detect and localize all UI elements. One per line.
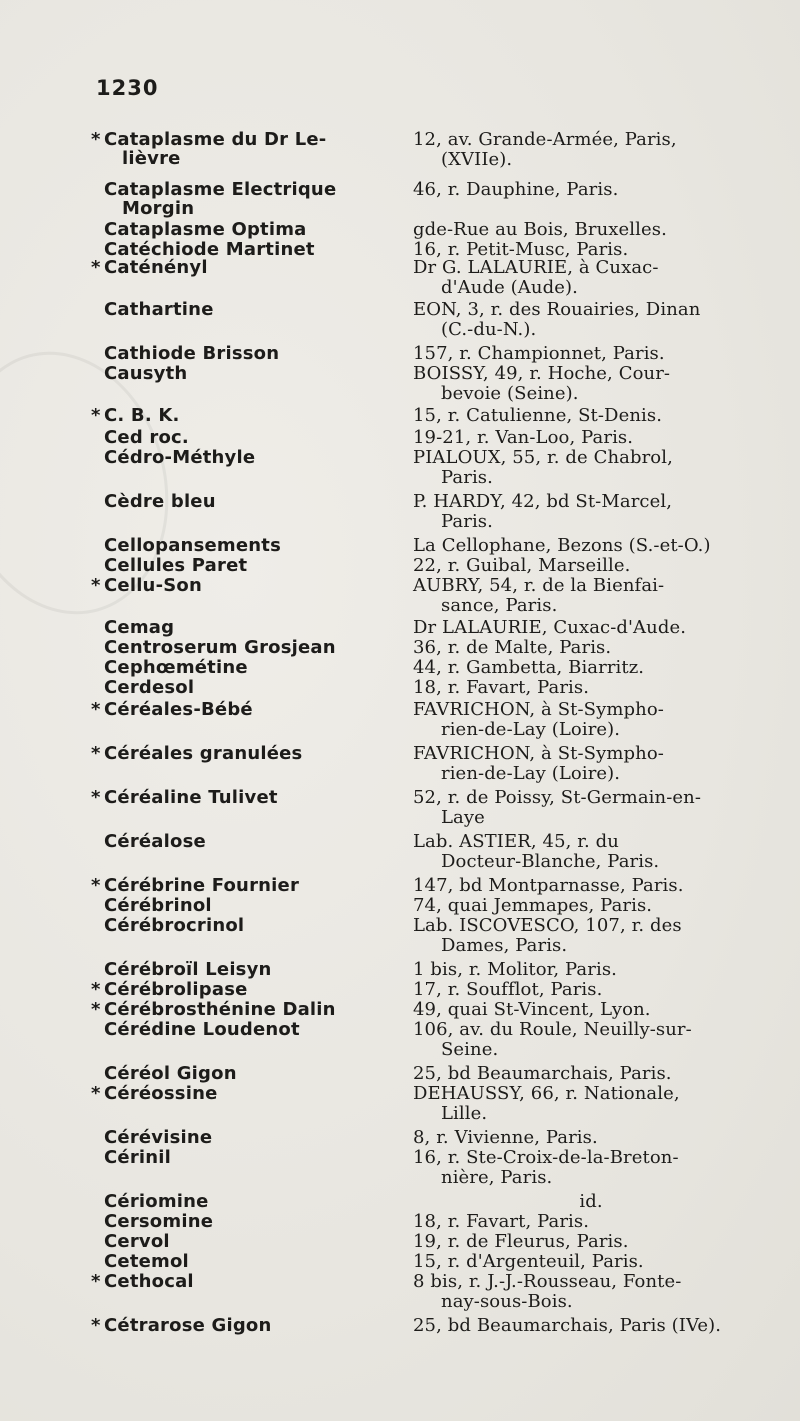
address xyxy=(413,536,769,556)
address xyxy=(413,960,769,980)
address xyxy=(413,1316,769,1336)
product-name-text: Cataplasme du Dr Le- xyxy=(104,129,327,150)
address-line-continuation: nay-sous-Bois. xyxy=(441,1290,573,1312)
product-name xyxy=(104,1192,409,1211)
product-name xyxy=(91,575,409,596)
address xyxy=(413,1192,769,1212)
address xyxy=(413,556,769,576)
address xyxy=(413,678,769,698)
address xyxy=(413,300,769,339)
product-name-text: Cérébrocrinol xyxy=(104,915,245,936)
product-name xyxy=(104,300,409,319)
product-name-text: Ced roc. xyxy=(104,427,189,448)
address-line: 19-21, r. Van-Loo, Paris. xyxy=(413,427,634,448)
product-name-text: Cériomine xyxy=(104,1191,209,1212)
page-number: 1230 xyxy=(96,76,159,100)
product-name-text: Cérinil xyxy=(104,1147,172,1168)
asterisk-mark: * xyxy=(91,979,101,1000)
address xyxy=(413,576,769,615)
asterisk-mark: * xyxy=(91,129,101,150)
address xyxy=(413,406,769,426)
product-name xyxy=(91,1083,409,1104)
product-name-text: Céréaline Tulivet xyxy=(104,787,278,808)
address-line-continuation: Seine. xyxy=(441,1038,499,1060)
product-name-text: Cathiode Brisson xyxy=(104,343,280,364)
product-name xyxy=(104,1128,409,1147)
address-line: Dr G. LALAURIE, à Cuxac- xyxy=(413,257,659,278)
product-name-text: Céréales granulées xyxy=(104,743,303,764)
address-line-continuation: Paris. xyxy=(441,510,493,532)
address-line: P. HARDY, 42, bd St-Marcel, xyxy=(413,491,673,512)
address xyxy=(413,1272,769,1311)
address-line: BOISSY, 49, r. Hoche, Cour- xyxy=(413,363,671,384)
address-line: 22, r. Guibal, Marseille. xyxy=(413,555,631,576)
address-line: DEHAUSSY, 66, r. Nationale, xyxy=(413,1083,680,1104)
product-name-text: Cérébroïl Leisyn xyxy=(104,959,272,980)
address-line-continuation: d'Aude (Aude). xyxy=(441,276,578,298)
product-name-text: Cèdre bleu xyxy=(104,491,216,512)
product-name xyxy=(91,743,409,764)
product-name-text: Caténényl xyxy=(104,257,208,278)
product-name xyxy=(104,428,409,447)
address-line-continuation: Laye xyxy=(441,806,485,828)
address-line: 74, quai Jemmapes, Paris. xyxy=(413,895,653,916)
address-line-continuation: (XVIIe). xyxy=(441,148,513,170)
product-name-text: Céréalose xyxy=(104,831,206,852)
product-name-text: Cephœmétine xyxy=(104,657,248,678)
address-line: 49, quai St-Vincent, Lyon. xyxy=(413,999,651,1020)
address-line: 16, r. Ste-Croix-de-la-Breton- xyxy=(413,1147,679,1168)
product-name-text: Cersomine xyxy=(104,1211,214,1232)
address-line: AUBRY, 54, r. de la Bienfai- xyxy=(413,575,665,596)
address xyxy=(413,896,769,916)
address-line-continuation: Dames, Paris. xyxy=(441,934,568,956)
asterisk-mark: * xyxy=(91,787,101,808)
product-name-text: Cathartine xyxy=(104,299,214,320)
product-name-continuation: Morgin xyxy=(122,198,195,219)
address-line: FAVRICHON, à St-Sympho- xyxy=(413,743,664,764)
address xyxy=(413,916,769,955)
address xyxy=(413,130,769,169)
product-name xyxy=(104,960,409,979)
product-name-text: Cellules Paret xyxy=(104,555,248,576)
address xyxy=(413,344,769,364)
address xyxy=(413,1232,769,1252)
product-name xyxy=(91,1271,409,1292)
address xyxy=(413,220,769,240)
product-name-text: Causyth xyxy=(104,363,188,384)
address-line: gde-Rue au Bois, Bruxelles. xyxy=(413,219,667,240)
address-line-continuation: rien-de-Lay (Loire). xyxy=(441,718,621,740)
address-line-continuation: nière, Paris. xyxy=(441,1166,553,1188)
product-name-text: Cethocal xyxy=(104,1271,194,1292)
address-line-continuation: Paris. xyxy=(441,466,493,488)
address-line: 15, r. d'Argenteuil, Paris. xyxy=(413,1251,644,1272)
product-name-text: Cetemol xyxy=(104,1251,189,1272)
address xyxy=(413,1000,769,1020)
product-name xyxy=(104,180,409,218)
address xyxy=(413,832,769,871)
address-line: 17, r. Soufflot, Paris. xyxy=(413,979,603,1000)
product-name-text: Cétrarose Gigon xyxy=(104,1315,272,1336)
product-name xyxy=(104,896,409,915)
address xyxy=(413,180,769,200)
product-name-text: Cérébrinol xyxy=(104,895,212,916)
product-name xyxy=(104,618,409,637)
product-name-text: Centroserum Grosjean xyxy=(104,637,336,658)
address-line: 36, r. de Malte, Paris. xyxy=(413,637,612,658)
product-name-text: Céréales-Bébé xyxy=(104,699,253,720)
address-line-continuation: bevoie (Seine). xyxy=(441,382,579,404)
address-line: FAVRICHON, à St-Sympho- xyxy=(413,699,664,720)
address xyxy=(413,638,769,658)
address xyxy=(413,1020,769,1059)
address xyxy=(413,700,769,739)
address-line: 147, bd Montparnasse, Paris. xyxy=(413,875,684,896)
product-name xyxy=(104,1252,409,1271)
address-line: 25, bd Beaumarchais, Paris (IVe). xyxy=(413,1315,722,1336)
address-line: EON, 3, r. des Rouairies, Dinan xyxy=(413,299,701,320)
address xyxy=(413,876,769,896)
address-line: 25, bd Beaumarchais, Paris. xyxy=(413,1063,672,1084)
product-name-text: Cérédine Loudenot xyxy=(104,1019,300,1040)
address-line: 157, r. Championnet, Paris. xyxy=(413,343,665,364)
product-name-text: Cérévisine xyxy=(104,1127,213,1148)
product-name-text: Catéchiode Martinet xyxy=(104,239,315,260)
address-line: La Cellophane, Bezons (S.-et-O.) xyxy=(413,535,711,556)
product-name xyxy=(91,1315,409,1336)
product-name xyxy=(104,1064,409,1083)
asterisk-mark: * xyxy=(91,875,101,896)
asterisk-mark: * xyxy=(91,743,101,764)
address xyxy=(413,1212,769,1232)
address xyxy=(413,744,769,783)
asterisk-mark: * xyxy=(91,575,101,596)
asterisk-mark: * xyxy=(91,699,101,720)
product-name xyxy=(104,916,409,935)
address-line: Lab. ASTIER, 45, r. du xyxy=(413,831,619,852)
address xyxy=(413,448,769,487)
address-line-continuation: sance, Paris. xyxy=(441,594,558,616)
address-line-continuation: Docteur-Blanche, Paris. xyxy=(441,850,660,872)
address xyxy=(413,1128,769,1148)
product-name xyxy=(104,1148,409,1167)
address-line: 16, r. Petit-Musc, Paris. xyxy=(413,239,629,260)
address-line: id. xyxy=(579,1191,603,1212)
address-line: 18, r. Favart, Paris. xyxy=(413,1211,590,1232)
address-line: 8 bis, r. J.-J.-Rousseau, Fonte- xyxy=(413,1271,682,1292)
address xyxy=(413,492,769,531)
address xyxy=(413,1252,769,1272)
asterisk-mark: * xyxy=(91,405,101,426)
address xyxy=(413,428,769,448)
product-name-text: Cataplasme Electrique xyxy=(104,179,337,200)
asterisk-mark: * xyxy=(91,1271,101,1292)
address-line: 1 bis, r. Molitor, Paris. xyxy=(413,959,617,980)
product-name xyxy=(91,979,409,1000)
address xyxy=(413,364,769,403)
asterisk-mark: * xyxy=(91,257,101,278)
product-name-text: Cervol xyxy=(104,1231,170,1252)
address-line: Lab. ISCOVESCO, 107, r. des xyxy=(413,915,682,936)
product-name-text: Cataplasme Optima xyxy=(104,219,307,240)
product-name xyxy=(104,638,409,657)
product-name xyxy=(104,492,409,511)
address xyxy=(413,618,769,638)
product-name xyxy=(91,999,409,1020)
address-line: 106, av. du Roule, Neuilly-sur- xyxy=(413,1019,692,1040)
address xyxy=(413,658,769,678)
product-name xyxy=(91,405,409,426)
asterisk-mark: * xyxy=(91,999,101,1020)
product-name xyxy=(91,875,409,896)
product-name-text: Cellopansements xyxy=(104,535,281,556)
address xyxy=(413,980,769,1000)
product-name xyxy=(104,448,409,467)
product-name xyxy=(104,364,409,383)
address-line-continuation: rien-de-Lay (Loire). xyxy=(441,762,621,784)
address-line: 46, r. Dauphine, Paris. xyxy=(413,179,619,200)
product-name xyxy=(91,257,409,278)
product-name-text: Cérébrine Fournier xyxy=(104,875,300,896)
product-name-text: Céréossine xyxy=(104,1083,218,1104)
address-line: 52, r. de Poissy, St-Germain-en- xyxy=(413,787,702,808)
address-line: PIALOUX, 55, r. de Chabrol, xyxy=(413,447,673,468)
product-name xyxy=(104,832,409,851)
product-name-text: C. B. K. xyxy=(104,405,180,426)
product-name xyxy=(104,1020,409,1039)
asterisk-mark: * xyxy=(91,1083,101,1104)
product-name-text: Cérébrosthénine Dalin xyxy=(104,999,336,1020)
product-name xyxy=(104,678,409,697)
product-name xyxy=(104,220,409,239)
address-line: 15, r. Catulienne, St-Denis. xyxy=(413,405,663,426)
product-name-text: Cemag xyxy=(104,617,175,638)
product-name xyxy=(104,344,409,363)
product-name-text: Cérébrolipase xyxy=(104,979,248,1000)
address xyxy=(413,1148,769,1187)
address-line: 8, r. Vivienne, Paris. xyxy=(413,1127,598,1148)
product-name-text: Cerdesol xyxy=(104,677,195,698)
address-line: Dr LALAURIE, Cuxac-d'Aude. xyxy=(413,617,687,638)
address xyxy=(413,1084,769,1123)
product-name-text: Cellu-Son xyxy=(104,575,202,596)
address-line: 12, av. Grande-Armée, Paris, xyxy=(413,129,677,150)
product-name xyxy=(91,787,409,808)
address-line: 19, r. de Fleurus, Paris. xyxy=(413,1231,629,1252)
product-name xyxy=(104,1232,409,1251)
address-line: 44, r. Gambetta, Biarritz. xyxy=(413,657,645,678)
product-name xyxy=(104,1212,409,1231)
address-line: 18, r. Favart, Paris. xyxy=(413,677,590,698)
asterisk-mark: * xyxy=(91,1315,101,1336)
product-name xyxy=(104,556,409,575)
address xyxy=(413,788,769,827)
product-name xyxy=(91,129,409,169)
product-name-text: Céréol Gigon xyxy=(104,1063,237,1084)
address-line-continuation: Lille. xyxy=(441,1102,488,1124)
product-name xyxy=(104,536,409,555)
product-name xyxy=(91,699,409,720)
product-name-text: Cédro-Méthyle xyxy=(104,447,256,468)
address-line-continuation: (C.-du-N.). xyxy=(441,318,537,340)
address xyxy=(413,258,769,297)
address xyxy=(413,1064,769,1084)
product-name-continuation: lièvre xyxy=(122,148,181,169)
product-name xyxy=(104,658,409,677)
